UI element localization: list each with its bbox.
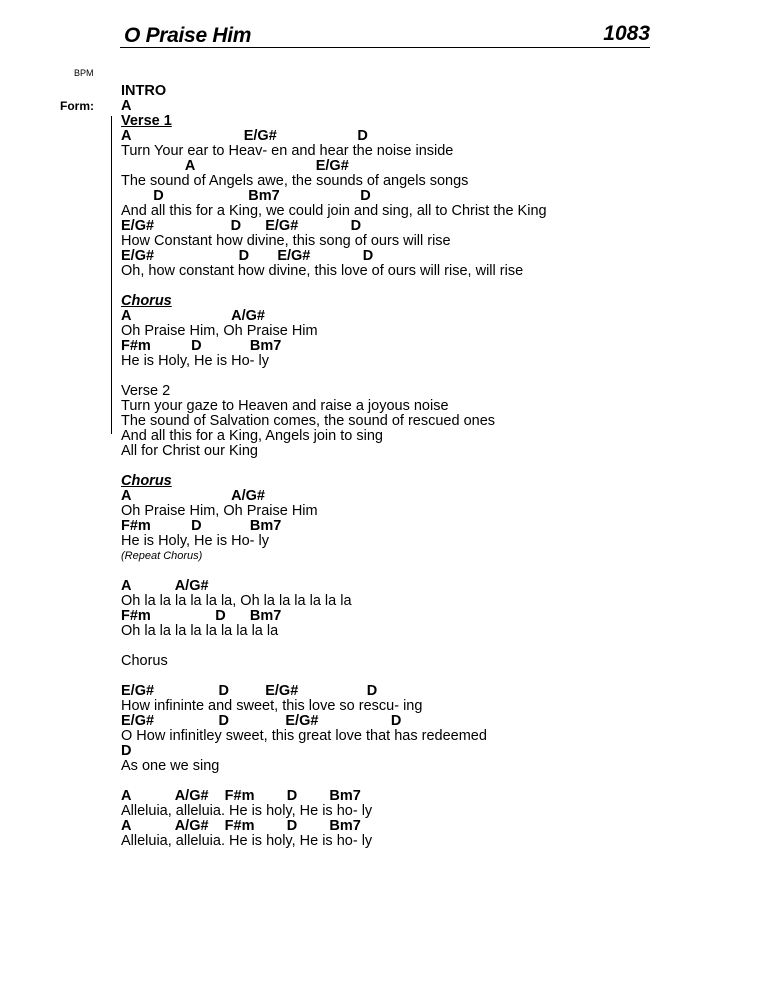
lyric-line: He is Holy, He is Ho- ly [121, 534, 269, 549]
chord-line: F#m D Bm7 [121, 339, 282, 354]
line-spacer [121, 774, 721, 789]
section-heading: Verse 1 [121, 114, 172, 129]
lyric-line: Alleluia, alleluia. He is holy, He is ho- ly [121, 834, 373, 849]
lyric-line: As one we sing [121, 759, 220, 774]
chord-line: F#m D Bm7 [121, 609, 282, 624]
lyric-line: And all this for a King, we could join and sing, all to Christ the King [121, 204, 547, 219]
lyric-line: Oh, how constant how divine, this love of ours will rise, will rise [121, 264, 524, 279]
chord-line: A [121, 99, 132, 114]
lyric-line: And all this for a King, Angels join to sing [121, 429, 383, 444]
chord-line: A A/G# F#m D Bm7 [121, 819, 361, 834]
lyric-line: How Constant how divine, this song of ours will rise [121, 234, 451, 249]
chord-line: E/G# D E/G# D [121, 714, 402, 729]
lyric-line: Oh Praise Him, Oh Praise Him [121, 504, 318, 519]
form-label: Form: [60, 99, 94, 113]
chord-line: D Bm7 D [121, 189, 371, 204]
chord-line: A A/G# F#m D Bm7 [121, 789, 361, 804]
chord-line: D [121, 744, 132, 759]
chord-line: A E/G# D [121, 129, 368, 144]
lyric-line: The sound of Salvation comes, the sound of rescued ones [121, 414, 496, 429]
lyric-line: How infininte and sweet, this love so rescu- ing [121, 699, 423, 714]
line-spacer [121, 459, 721, 474]
lyric-line: Turn your gaze to Heaven and raise a joyous noise [121, 399, 449, 414]
line-spacer [121, 669, 721, 684]
line-spacer [121, 369, 721, 384]
lyric-line: Verse 2 [121, 384, 171, 399]
lyric-line: The sound of Angels awe, the sounds of angels songs [121, 174, 469, 189]
section-heading: INTRO [121, 84, 167, 99]
chord-line: E/G# D E/G# D [121, 249, 374, 264]
verse-bracket-line [111, 116, 112, 434]
lyric-line: Chorus [121, 654, 168, 669]
lyric-line: Alleluia, alleluia. He is holy, He is ho- ly [121, 804, 373, 819]
song-title: O Praise Him [124, 24, 252, 47]
bpm-label: BPM [74, 68, 94, 78]
lyric-line: Oh la la la la la la la la la [121, 624, 279, 639]
header-rule [120, 47, 650, 48]
chord-line: A A/G# [121, 579, 209, 594]
chorus-heading: Chorus [121, 294, 172, 309]
chord-line: A E/G# [121, 159, 349, 174]
line-spacer [121, 564, 721, 579]
chord-line: E/G# D E/G# D [121, 219, 362, 234]
lyric-line: All for Christ our King [121, 444, 258, 459]
lyric-line: Turn Your ear to Heav- en and hear the noise inside [121, 144, 454, 159]
chorus-heading: Chorus [121, 474, 172, 489]
song-number: 1083 [603, 22, 650, 45]
lyric-line: O How infinitley sweet, this great love that has redeemed [121, 729, 487, 744]
lyric-line: Oh la la la la la la, Oh la la la la la la [121, 594, 352, 609]
lyric-line: He is Holy, He is Ho- ly [121, 354, 269, 369]
chord-line: F#m D Bm7 [121, 519, 282, 534]
chord-line: A A/G# [121, 489, 265, 504]
line-spacer [121, 639, 721, 654]
lyric-line: Oh Praise Him, Oh Praise Him [121, 324, 318, 339]
song-sheet [121, 84, 721, 849]
performance-note: (Repeat Chorus) [121, 550, 203, 562]
chord-line: E/G# D E/G# D [121, 684, 378, 699]
chord-line: A A/G# [121, 309, 265, 324]
line-spacer [121, 279, 721, 294]
